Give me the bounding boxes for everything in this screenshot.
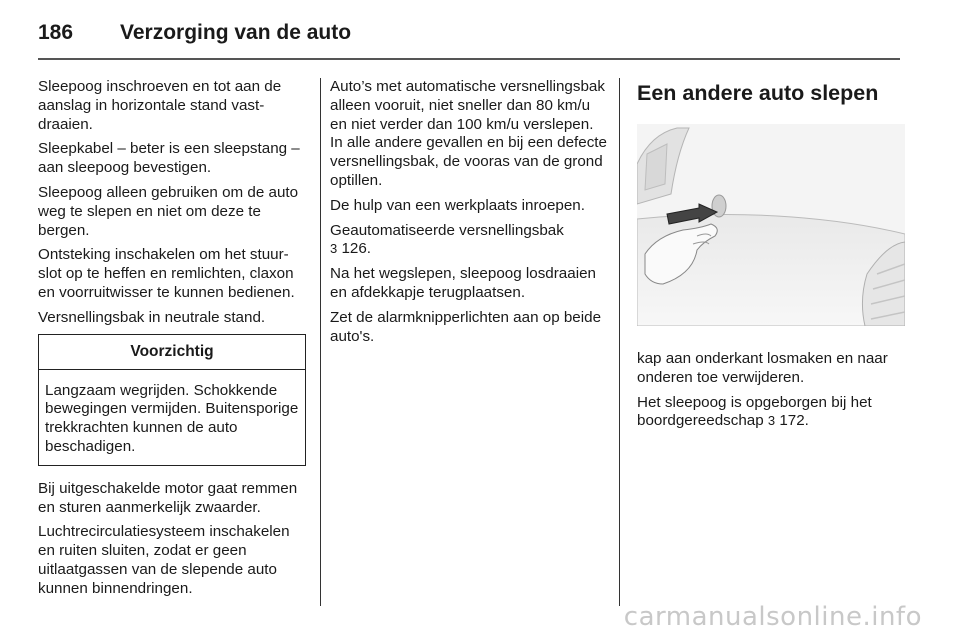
page-title: Verzorging van de auto xyxy=(120,21,352,44)
paragraph: Sleepoog inschroeven en tot aan de aanslag in horizontale stand vastdraaien. xyxy=(38,78,282,133)
column-divider xyxy=(320,78,321,606)
column-middle xyxy=(330,78,608,352)
paragraph-text: Het sleepoog is opgeborgen bij het boordgereedschap xyxy=(637,393,872,430)
watermark: carmanualsonline.info xyxy=(623,602,922,632)
caution-text: Langzaam wegrijden. Schokkende bewegingen vermijden. Buitensporige trekkrachten kunnen de auto beschadigen. xyxy=(45,381,299,455)
page-reference[interactable]: 126. xyxy=(337,240,372,258)
section-title: Een andere auto slepen xyxy=(637,81,879,105)
paragraph: De hulp van een werkplaats inroepen. xyxy=(330,196,585,214)
paragraph: kap aan onderkant losmaken en naar onderen toe verwijderen. xyxy=(637,350,888,386)
page-reference[interactable]: 172. xyxy=(775,412,809,430)
header-rule xyxy=(38,58,900,60)
page-reference-arrow: 3 xyxy=(767,413,776,429)
paragraph: Auto’s met automatische versnellingsbak alleen vooruit, niet sneller dan 80 km/u en niet verder dan 100 km/u verslepen. In alle andere gevallen en bij een defecte versnellingsbak, de vooras van de grond optillen. xyxy=(330,78,607,189)
column-left xyxy=(38,78,306,605)
page-number: 186 xyxy=(38,21,74,44)
paragraph: Luchtrecirculatiesysteem inschakelen en ruiten sluiten, zodat er geen uitlaatgassen van de slepende auto kunnen binnendringen. xyxy=(38,523,290,597)
paragraph: Sleepkabel – beter is een sleepstang – aan sleepoog bevestigen. xyxy=(38,140,300,177)
paragraph xyxy=(637,394,907,432)
page-reference-arrow: 3 xyxy=(330,241,338,257)
column-right xyxy=(637,78,907,437)
paragraph: Zet de alarmknipperlichten aan op beide auto's. xyxy=(330,308,602,345)
page-header xyxy=(38,16,351,50)
paragraph xyxy=(330,222,608,260)
paragraph: Ontsteking inschakelen om het stuurslot op te heffen en remlichten, claxon en voorruitwisser te kunnen bedienen. xyxy=(38,246,295,301)
paragraph: Bij uitgeschakelde motor gaat remmen en sturen aanmerkelijk zwaarder. xyxy=(38,479,298,516)
paragraph: Na het wegslepen, sleepoog losdraaien en afdekkapje terugplaatsen. xyxy=(330,265,596,301)
caution-title: Voorzichtig xyxy=(39,335,305,370)
paragraph-text: Geautomatiseerde versnellingsbak xyxy=(330,221,564,239)
towing-eye-cover-illustration xyxy=(637,124,905,326)
caution-box xyxy=(38,334,306,466)
column-divider xyxy=(619,78,620,606)
paragraph: Versnellingsbak in neutrale stand. xyxy=(38,308,266,326)
paragraph: Sleepoog alleen gebruiken om de auto weg te slepen en niet om deze te bergen. xyxy=(38,183,299,239)
